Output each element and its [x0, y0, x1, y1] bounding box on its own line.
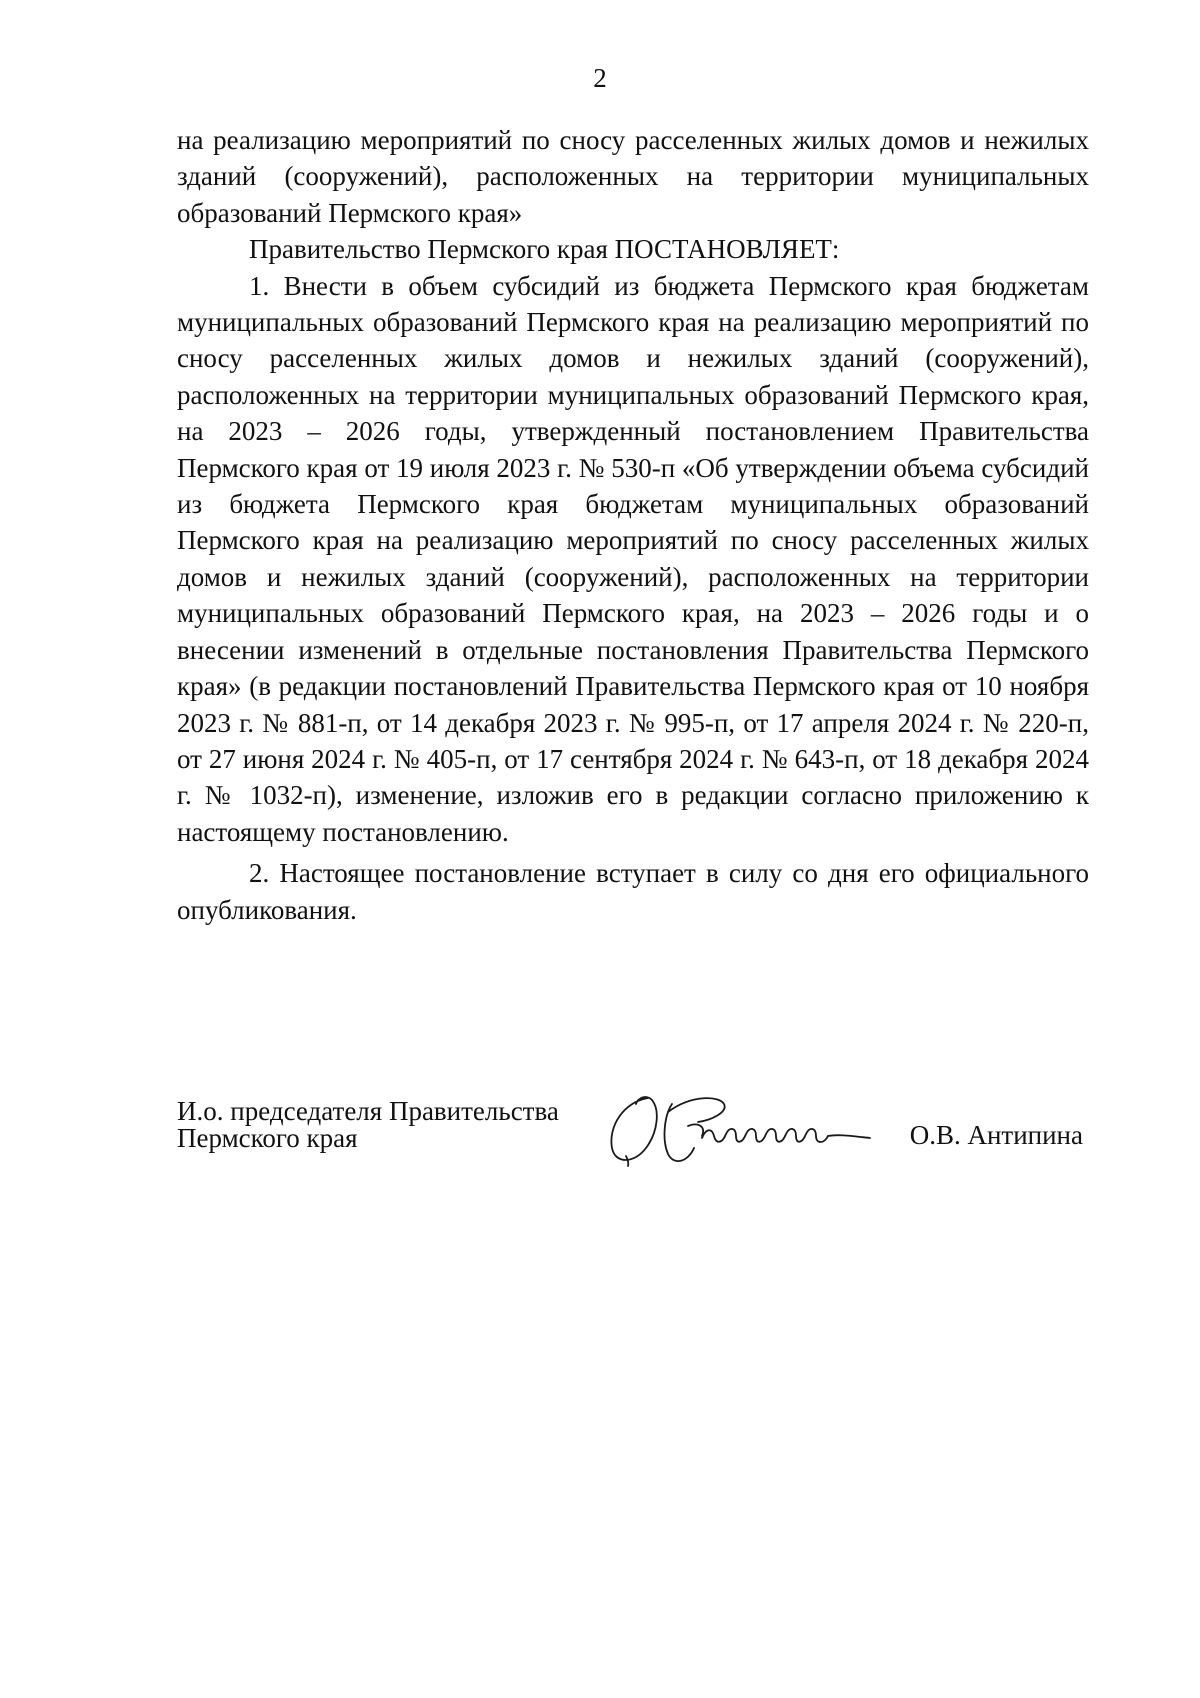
signer-name: О.В. Антипина: [909, 1120, 1083, 1150]
signer-position: [177, 1098, 559, 1152]
paragraph-item-1: 1. Внести в объем субсидий из бюджета Пермского края бюджетам муниципальных образований Пермского края на реализацию мероприятий по сносу расселенных жилых домов и нежилых зданий (сооружений), расположенных на территории муниципальных образований Пермского края, на 2023 – 2026 годы, утвержденный постановлением Правительства Пермского края от 19 июля 2023 г. № 530-п «Об утверждении объема субсидий из бюджета Пермского края бюджетам муниципальных образований Пермского края на реализацию мероприятий по сносу расселенных жилых домов и нежилых зданий (сооружений), расположенных на территории муниципальных образований Пермского края, на 2023 – 2026 годы и о внесении изменений в отдельные постановления Правительства Пермского края» (в редакции постановлений Правительства Пермского края от 10 ноября 2023 г. № 881-п, от 14 декабря 2023 г. № 995-п, от 17 апреля 2024 г. № 220-п, от 27 июня 2024 г. № 405-п, от 17 сентября 2024 г. № 643-п, от 18 декабря 2024 г. № 1032-п), изменение, изложив его в редакции согласно приложению к настоящему постановлению.: [177, 270, 1089, 847]
handwritten-signature-icon: [602, 1086, 887, 1170]
signer-position-line-2: Пермского края: [177, 1123, 358, 1153]
paragraph-item-2: 2. Настоящее постановление вступает в силу со дня его официального опубликования.: [177, 858, 1089, 925]
signature-block: [177, 1098, 1089, 1178]
page-number: 2: [593, 63, 607, 93]
paragraph-resolves: Правительство Пермского края ПОСТАНОВЛЯЕТ:: [249, 234, 840, 265]
document-body: [177, 122, 1089, 928]
signer-position-line-1: И.о. председателя Правительства: [177, 1096, 559, 1126]
paragraph-title-continuation: на реализацию мероприятий по сносу расселенных жилых домов и нежилых зданий (сооружений), расположенных на территории муниципальных образований Пермского края»: [177, 125, 1089, 228]
